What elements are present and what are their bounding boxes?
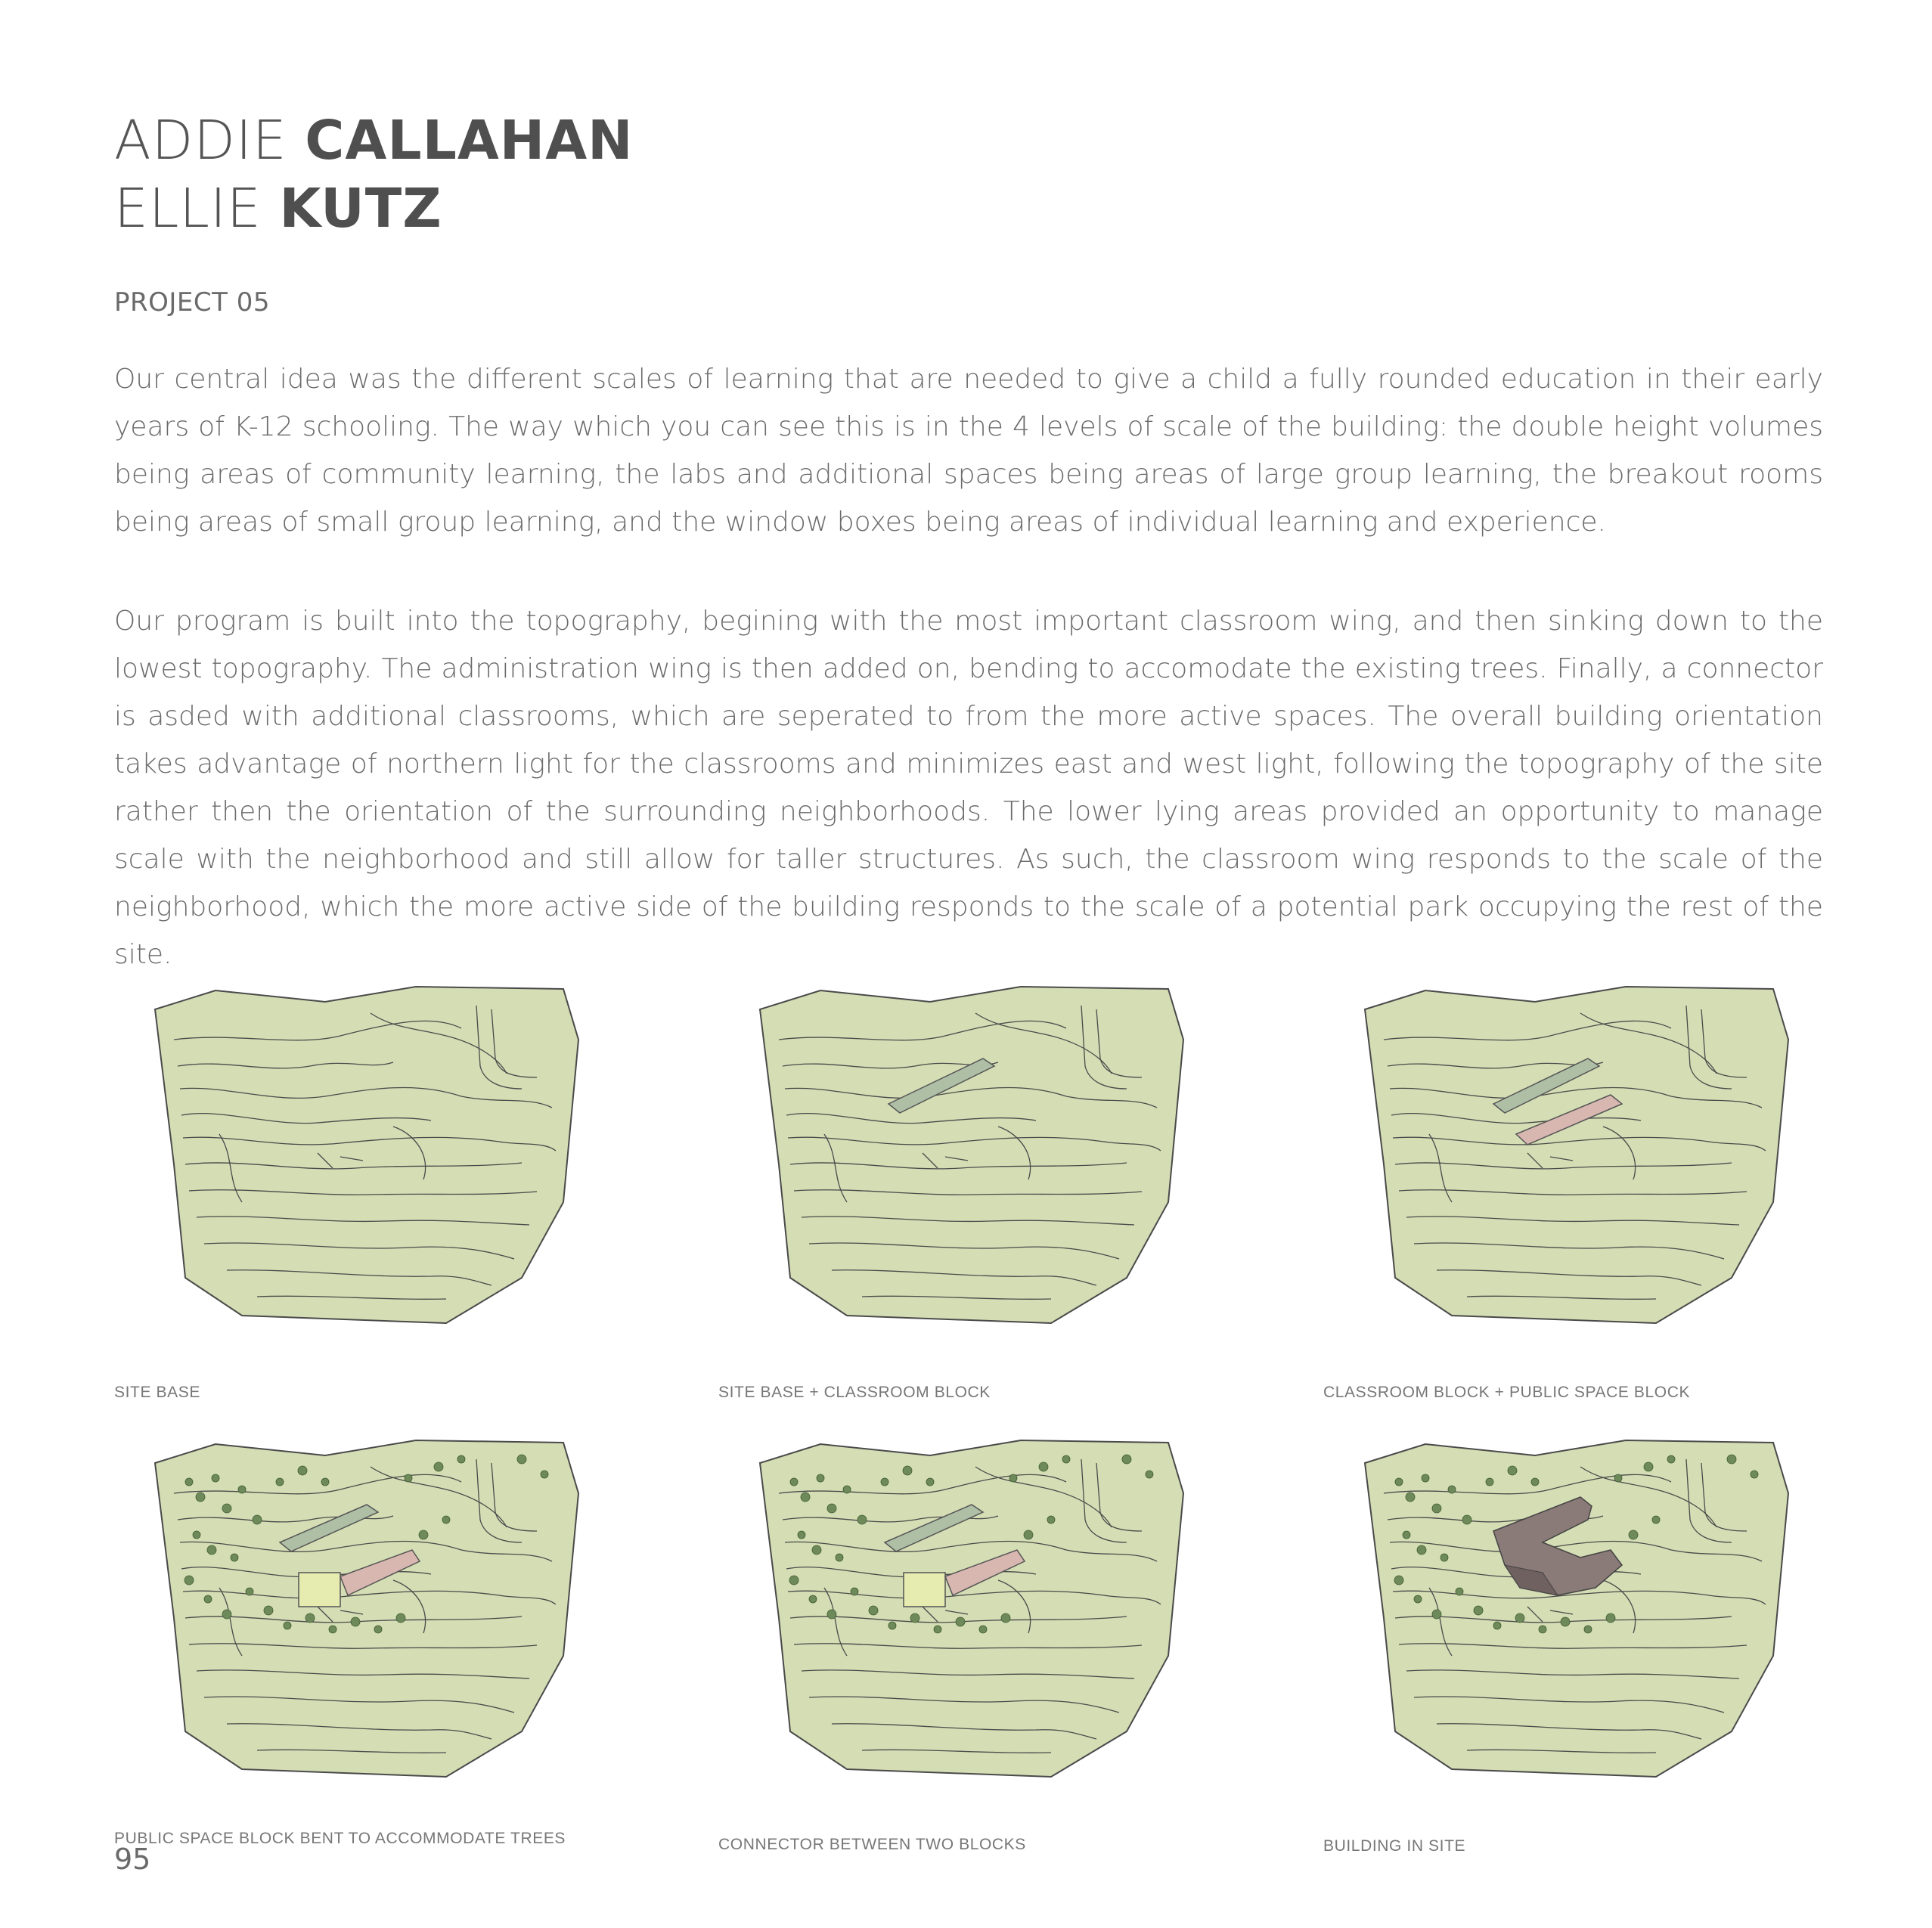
site-classroom-public-drawing	[1354, 983, 1807, 1346]
author-name-2	[114, 177, 442, 240]
figure-caption-3: CLASSROOM BLOCK + PUBLIC SPACE BLOCK	[1323, 1384, 1691, 1401]
figure-caption-6: BUILDING IN SITE	[1323, 1837, 1466, 1855]
site-base-drawing	[144, 983, 597, 1346]
site-diagram-5	[749, 1437, 1202, 1799]
figure-caption-5: CONNECTOR BETWEEN TWO BLOCKS	[718, 1836, 1026, 1853]
author-last-name: CALLAHAN	[305, 109, 634, 172]
site-diagram-6	[1354, 1437, 1807, 1799]
author-last-name: KUTZ	[279, 177, 442, 240]
figure-caption-4: PUBLIC SPACE BLOCK BENT TO ACCOMMODATE TREES	[114, 1830, 566, 1847]
site-classroom-drawing	[749, 983, 1202, 1346]
building-in-site-drawing	[1354, 1437, 1807, 1799]
site-connector-drawing	[749, 1437, 1202, 1799]
page-number: 95	[114, 1843, 151, 1876]
figure-caption-1: SITE BASE	[114, 1384, 200, 1401]
site-diagram-4	[144, 1437, 597, 1799]
site-diagram-2	[749, 983, 1202, 1346]
site-diagram-3	[1354, 983, 1807, 1346]
project-label: PROJECT 05	[114, 287, 270, 318]
description-paragraph-2: Our program is built into the topography, begining with the most important classroom wing, and then sinking down to the lowest topography. The administration wing is then added on, bending to accomodate the existing trees. Finally, a connector is asded with additional classrooms, which are seperated to from the more active spaces. The overall building orientation takes advantage of northern light for the classrooms and minimizes east and west light, following the topography of the site rather then the orientation of the surrounding neighborhoods. The lower lying areas provided an opportunity to manage scale with the neighborhood and still allow for taller structures. As such, the classroom wing responds to the scale of the neighborhood, which the more active side of the building responds to the scale of a potential park occupying the rest of the site.	[114, 606, 1823, 970]
author-name-1	[114, 109, 634, 172]
author-first-name: ELLIE	[114, 177, 262, 240]
connector-block	[904, 1573, 945, 1607]
figure-caption-2: SITE BASE + CLASSROOM BLOCK	[718, 1384, 991, 1401]
author-first-name: ADDIE	[114, 109, 287, 172]
site-bent-block-drawing	[144, 1437, 597, 1799]
site-diagram-1	[144, 983, 597, 1346]
connector-block	[299, 1573, 340, 1607]
description-paragraph-1: Our central idea was the different scales of learning that are needed to give a child a fully rounded education in their early years of K-12 schooling. The way which you can see this is in the 4 levels of scale of the building: the double height volumes being areas of community learning, the labs and additional spaces being areas of large group learning, the breakout rooms being areas of small group learning, and the window boxes being areas of individual learning and experience.	[114, 364, 1823, 538]
